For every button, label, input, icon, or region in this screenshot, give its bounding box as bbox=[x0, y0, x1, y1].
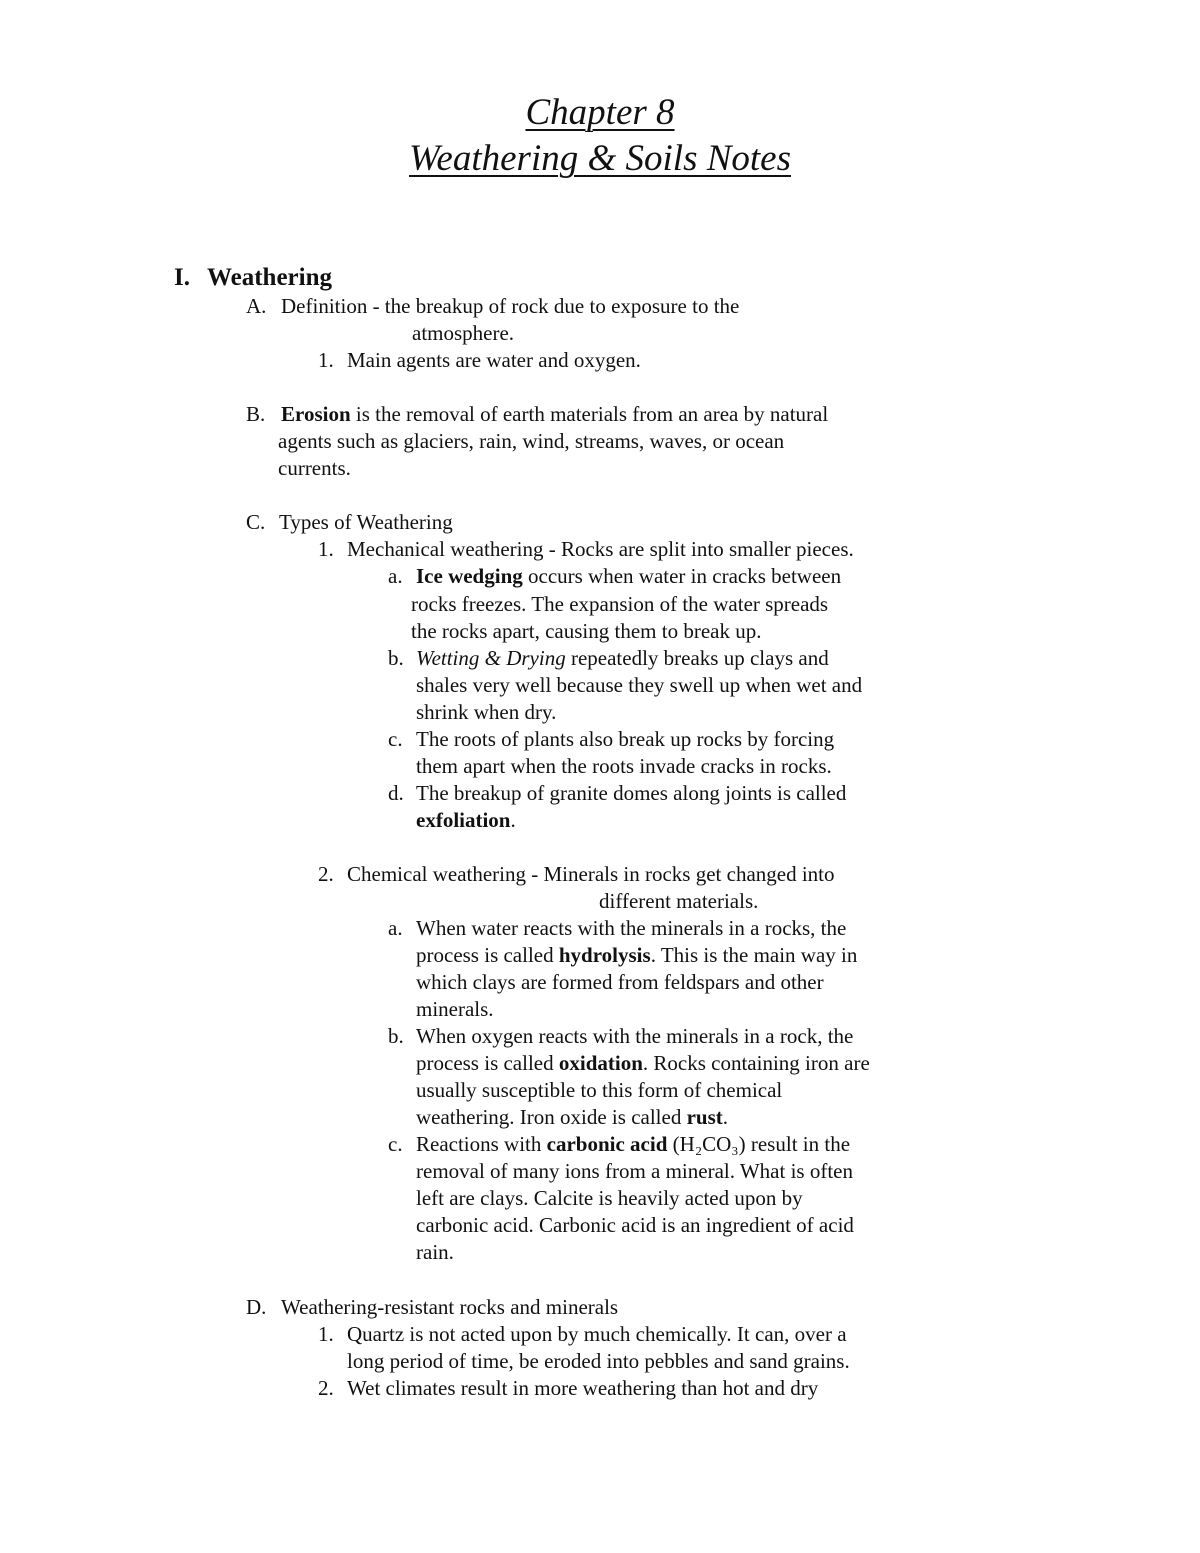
list-marker: b. bbox=[388, 646, 404, 670]
list-item-line: weathering. Iron oxide is called rust. bbox=[416, 1105, 728, 1129]
list-item-line: shales very well because they swell up when wet and bbox=[416, 673, 863, 697]
subsection-heading: Weathering-resistant rocks and minerals bbox=[281, 1295, 619, 1319]
list-item-line: rocks freezes. The expansion of the water spreads bbox=[411, 592, 829, 616]
section-heading: Weathering bbox=[207, 264, 332, 291]
outline-marker-b: B. bbox=[246, 402, 266, 426]
outline-marker-a: A. bbox=[246, 294, 267, 318]
list-marker: 1. bbox=[318, 1322, 334, 1346]
list-item-line: exfoliation. bbox=[416, 808, 516, 832]
outline-marker-d: D. bbox=[246, 1295, 267, 1319]
key-term: Erosion bbox=[281, 402, 351, 426]
erosion-line: agents such as glaciers, rain, wind, streams, waves, or ocean bbox=[278, 429, 785, 453]
list-marker: a. bbox=[388, 564, 403, 588]
list-item: Wet climates result in more weathering than hot and dry bbox=[347, 1376, 819, 1400]
list-item-line: different materials. bbox=[599, 889, 759, 913]
list-item-line: process is called hydrolysis. This is the main way in bbox=[416, 943, 858, 967]
list-item-line: removal of many ions from a mineral. What is often bbox=[416, 1159, 853, 1183]
list-marker: b. bbox=[388, 1024, 404, 1048]
list-marker: 1. bbox=[318, 348, 334, 372]
key-term: hydrolysis bbox=[558, 943, 651, 967]
outline-marker-c: C. bbox=[246, 510, 266, 534]
list-item: The breakup of granite domes along joints is called bbox=[416, 781, 847, 805]
list-item: Mechanical weathering - Rocks are split into smaller pieces. bbox=[347, 537, 854, 561]
list-item-line: usually susceptible to this form of chemical bbox=[416, 1078, 783, 1102]
list-item: Quartz is not acted upon by much chemically. It can, over a bbox=[347, 1322, 847, 1346]
section-marker: I. bbox=[174, 264, 190, 291]
definition-line: Definition - the breakup of rock due to exposure to the bbox=[281, 294, 740, 318]
list-item: When water reacts with the minerals in a rocks, the bbox=[416, 916, 847, 940]
key-term: Wetting & Drying bbox=[416, 646, 566, 670]
list-item-line: them apart when the roots invade cracks in rocks. bbox=[416, 754, 832, 778]
subsection-heading: Types of Weathering bbox=[279, 510, 453, 534]
list-item-line: left are clays. Calcite is heavily acted upon by bbox=[416, 1186, 803, 1210]
erosion-line: currents. bbox=[278, 456, 351, 480]
list-item-line: carbonic acid. Carbonic acid is an ingredient of acid bbox=[416, 1213, 854, 1237]
erosion-line: Erosion is the removal of earth materials from an area by natural bbox=[281, 402, 829, 426]
key-term: rust bbox=[686, 1105, 723, 1129]
list-marker: d. bbox=[388, 781, 404, 805]
key-term: carbonic acid bbox=[546, 1132, 668, 1156]
list-item-line: which clays are formed from feldspars and other bbox=[416, 970, 824, 994]
list-item: Main agents are water and oxygen. bbox=[347, 348, 641, 372]
list-marker: 1. bbox=[318, 537, 334, 561]
list-item: Chemical weathering - Minerals in rocks get changed into bbox=[347, 862, 835, 886]
list-item: Wetting & Drying repeatedly breaks up clays and bbox=[416, 646, 829, 670]
list-item-line: process is called oxidation. Rocks containing iron are bbox=[416, 1051, 870, 1075]
list-marker: 2. bbox=[318, 862, 334, 886]
key-term: exfoliation bbox=[416, 808, 511, 832]
list-item: The roots of plants also break up rocks by forcing bbox=[416, 727, 835, 751]
list-item: When oxygen reacts with the minerals in a rock, the bbox=[416, 1024, 854, 1048]
list-item: Reactions with carbonic acid (H₂CO₃) result in the bbox=[416, 1132, 851, 1156]
chapter-title: Chapter 8 bbox=[525, 92, 675, 133]
list-marker: c. bbox=[388, 1132, 403, 1156]
list-item-line: the rocks apart, causing them to break up. bbox=[411, 619, 762, 643]
list-marker: c. bbox=[388, 727, 403, 751]
list-item-line: shrink when dry. bbox=[416, 700, 557, 724]
list-item-line: rain. bbox=[416, 1240, 454, 1264]
definition-line: atmosphere. bbox=[412, 321, 515, 345]
list-item: Ice wedging occurs when water in cracks between bbox=[416, 564, 842, 588]
key-term: Ice wedging bbox=[416, 564, 523, 588]
key-term: oxidation bbox=[558, 1051, 643, 1075]
list-marker: a. bbox=[388, 916, 403, 940]
notes-title: Weathering & Soils Notes bbox=[409, 138, 791, 179]
list-item-line: long period of time, be eroded into pebbles and sand grains. bbox=[347, 1349, 850, 1373]
list-marker: 2. bbox=[318, 1376, 334, 1400]
list-item-line: minerals. bbox=[416, 997, 494, 1021]
